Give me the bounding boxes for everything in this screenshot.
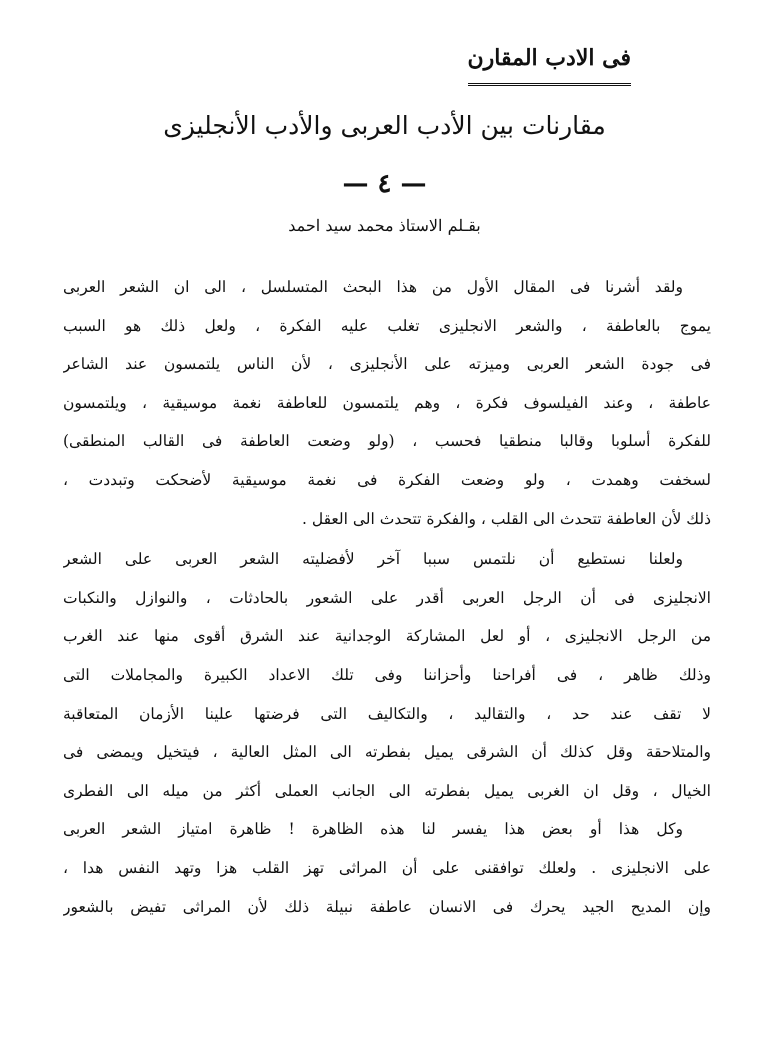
text-line: والمتلاحقة وقل كذلك أن الشرقى يميل بفطرته الى المثل العالية ، فيتخيل ويمضى فى [63, 743, 711, 762]
running-header: فى الادب المقارن [468, 38, 632, 86]
part-number: — ٤ — [342, 169, 427, 199]
text-line: الخيال ، وقل ان الغربى يميل بفطرته الى الجانب العملى أكثر من ميله الى الفطرى [63, 781, 711, 800]
text-line: فى جودة الشعر العربى وميزته على الأنجليزى ، لأن الناس يلتمسون عند الشاعر [63, 355, 711, 374]
text-line: يموج بالعاطفة ، والشعر الانجليزى تغلب عليه الفكرة ، ولعل ذلك هو السبب [63, 316, 711, 335]
paragraph-1 [63, 268, 711, 538]
text-line: من الرجل الانجليزى ، أو لعل المشاركة الوجدانية عند الشرق أقوى منها عند الغرب [63, 627, 711, 646]
text-line: عاطفة ، وعند الفيلسوف فكرة ، وهم يلتمسون للعاطفة نغمة موسيقية ، ويلتمسون [63, 393, 711, 412]
article-body [63, 268, 711, 926]
author-byline: بقـلم الاستاذ محمد سيد احمد [288, 216, 481, 235]
text-line: ولعلنا نستطيع أن نلتمس سببا آخر لأفضليته الشعر العربى على الشعر [63, 550, 683, 569]
paragraph-2 [63, 540, 711, 926]
text-line: لا تقف عند حد ، والتقاليد ، والتكاليف التى فرضتها علينا الأزمان المتعاقبة [63, 704, 711, 723]
text-line: وكل هذا أو بعض هذا يفسر لنا هذه الظاهرة ! ظاهرة امتياز الشعر العربى [63, 820, 683, 839]
text-line: الانجليزى فى أن الرجل العربى أقدر على الشعور بالحادثات ، والنوازل والنكبات [63, 588, 711, 607]
text-line: وإن المديح الجيد يحرك فى الانسان عاطفة نبيلة ذلك لأن المراثى تفيض بالشعور [63, 897, 711, 916]
text-line: للفكرة أسلوبا وقالبا منطقيا فحسب ، (ولو وضعت العاطفة فى القالب المنطقى) [63, 432, 711, 451]
text-line: لسخفت وهمدت ، ولو وضعت الفكرة فى نغمة موسيقية لأضحكت وتبددت ، [63, 470, 711, 489]
text-line: وذلك ظاهر ، فى أفراحنا وأحزاننا وفى تلك الاعداد الكبيرة والمجاملات التى [63, 665, 711, 684]
text-line: على الانجليزى . ولعلك توافقنى على أن المراثى تهز القلب هزا وتهد النفس هدا ، [63, 858, 711, 877]
text-line: ولقد أشرنا فى المقال الأول من هذا البحث المتسلسل ، الى ان الشعر العربى [63, 278, 683, 296]
text-line: ذلك لأن العاطفة تتحدث الى القلب ، والفكرة تتحدث الى العقل . [302, 509, 711, 528]
article-title: مقارنات بين الأدب العربى والأدب الأنجليزى [163, 111, 606, 140]
